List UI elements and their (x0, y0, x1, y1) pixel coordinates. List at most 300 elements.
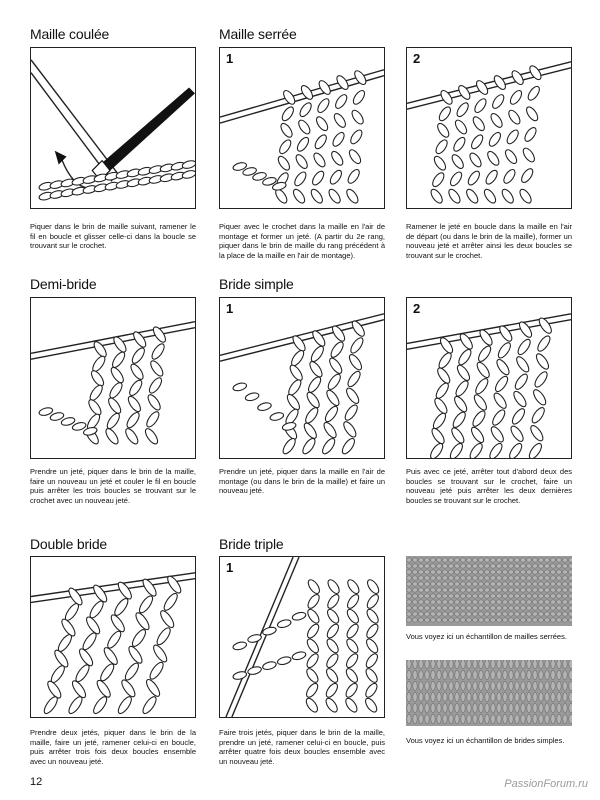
knit-stitch (449, 594, 454, 598)
knit-stitch (521, 670, 525, 679)
knit-stitch (551, 681, 555, 690)
yarn-loop (143, 427, 160, 446)
yarn-loop (332, 112, 348, 129)
knit-stitch (473, 570, 478, 574)
knit-stitch (407, 606, 412, 610)
knit-stitch (497, 582, 502, 586)
knit-stitch (551, 670, 555, 679)
yarn-loop (181, 159, 195, 169)
illustration-bride-triple-1 (219, 556, 385, 718)
knit-stitch (557, 564, 562, 568)
yarn-loop (492, 391, 509, 410)
caption-sample-mailles-serrees: Vous voyez ici un échantillon de mailles serrées. (406, 632, 567, 641)
knit-stitch (467, 600, 472, 604)
knit-stitch (557, 576, 562, 580)
yarn-loop (365, 608, 381, 625)
knit-stitch (551, 558, 556, 562)
knit-stitch (509, 714, 513, 723)
knit-stitch (431, 714, 435, 723)
knit-stitch (455, 703, 459, 712)
yarn-loop (314, 115, 330, 132)
knit-stitch (551, 618, 556, 622)
maille-serree-1-drawing (220, 48, 384, 208)
yarn-loop (123, 661, 141, 682)
knit-stitch (491, 582, 496, 586)
knit-stitch (491, 606, 496, 610)
knit-stitch (485, 570, 490, 574)
knit-stitch (479, 588, 484, 592)
knit-stitch (455, 681, 459, 690)
knit-stitch (509, 576, 514, 580)
knit-stitch (503, 692, 507, 701)
knit-stitch (413, 594, 418, 598)
knit-stitch (569, 564, 572, 568)
page-number: 12 (30, 776, 43, 788)
yarn-loop (288, 363, 305, 382)
yarn-loop (305, 622, 321, 639)
knit-stitch (461, 570, 466, 574)
knit-stitch (515, 558, 520, 562)
yarn-loop (232, 670, 247, 680)
knit-stitch (497, 594, 502, 598)
knit-stitch (521, 558, 526, 562)
knit-stitch (443, 606, 448, 610)
knit-stitch (515, 681, 519, 690)
yarn-loop (471, 115, 487, 132)
yarn-loop (247, 665, 262, 675)
yarn-loop (310, 329, 327, 348)
yarn-loop (508, 89, 524, 106)
knit-stitch (551, 612, 556, 616)
knit-stitch (407, 594, 412, 598)
knit-stitch (473, 594, 478, 598)
knit-stitch (425, 570, 430, 574)
yarn-loop (495, 358, 512, 377)
knit-stitch (443, 558, 448, 562)
yarn-loop (473, 377, 490, 396)
yarn-loop (364, 667, 380, 684)
knit-stitch (563, 692, 567, 701)
knit-stitch (563, 703, 567, 712)
knit-stitch (413, 588, 418, 592)
knit-stitch (413, 714, 417, 723)
knit-stitch (413, 606, 418, 610)
illustration-demi-bride (30, 297, 196, 459)
knit-stitch (527, 670, 531, 679)
knit-stitch (563, 681, 567, 690)
knit-stitch (473, 703, 477, 712)
yarn-loop (326, 593, 342, 610)
knit-stitch (539, 570, 544, 574)
yarn-loop (329, 150, 345, 167)
knit-stitch (461, 703, 465, 712)
knit-stitch (479, 618, 484, 622)
yarn-loop (502, 168, 518, 185)
knit-stitch (461, 692, 465, 701)
knit-stitch (509, 570, 514, 574)
yarn-loop (497, 324, 514, 343)
yarn-loop (148, 660, 166, 681)
sample-brides-simples-texture (406, 660, 572, 726)
yarn-loop (295, 136, 311, 153)
knit-stitch (437, 618, 442, 622)
yarn-loop (328, 168, 344, 185)
knit-stitch (533, 564, 538, 568)
knit-stitch (431, 660, 435, 669)
knit-stitch (437, 570, 442, 574)
yarn-loop (503, 148, 519, 165)
knit-stitch (539, 606, 544, 610)
yarn-loop (435, 122, 451, 139)
knit-stitch (413, 660, 417, 669)
knit-stitch (479, 594, 484, 598)
yarn-loop (365, 622, 381, 639)
knit-stitch (413, 612, 418, 616)
knit-stitch (539, 618, 544, 622)
yarn-loop (466, 169, 482, 186)
knit-stitch (503, 606, 508, 610)
bride-simple-2-drawing (407, 298, 571, 458)
knit-stitch (449, 600, 454, 604)
yarn-loop (346, 168, 362, 185)
knit-stitch (485, 576, 490, 580)
knit-stitch (467, 703, 471, 712)
knit-stitch (449, 618, 454, 622)
yarn-loop (349, 128, 365, 145)
knit-stitch (527, 576, 532, 580)
knit-stitch (551, 660, 555, 669)
yarn-loop (112, 335, 129, 354)
knit-stitch (419, 606, 424, 610)
yarn-loop (141, 577, 159, 598)
knit-stitch (443, 681, 447, 690)
yarn-loop (448, 170, 464, 187)
knit-stitch (431, 570, 436, 574)
knit-stitch (413, 670, 417, 679)
knit-stitch (527, 681, 531, 690)
yarn-loop (469, 425, 486, 444)
yarn-loop (137, 594, 155, 615)
yarn-loop (123, 427, 140, 446)
maille-coulee-drawing (31, 48, 195, 208)
knit-stitch (449, 670, 453, 679)
knit-stitch (431, 588, 436, 592)
knit-stitch (485, 594, 490, 598)
knit-stitch (551, 576, 556, 580)
knit-stitch (461, 681, 465, 690)
knit-stitch (413, 692, 417, 701)
knit-stitch (569, 576, 572, 580)
knit-stitch (491, 618, 496, 622)
knit-stitch (497, 618, 502, 622)
knit-stitch (443, 612, 448, 616)
knit-stitch (491, 612, 496, 616)
yarn-loop (365, 593, 381, 610)
yarn-loop (269, 411, 284, 421)
knit-stitch (563, 594, 568, 598)
knit-stitch (473, 618, 478, 622)
knit-stitch (485, 582, 490, 586)
knit-stitch (431, 612, 436, 616)
knit-stitch (509, 612, 514, 616)
yarn-loop (458, 332, 475, 351)
knit-stitch (491, 600, 496, 604)
knit-stitch (437, 612, 442, 616)
yarn-loop (514, 355, 531, 374)
yarn-loop (496, 341, 513, 360)
yarn-loop (449, 426, 466, 445)
knit-stitch (503, 570, 508, 574)
yarn-loop (181, 169, 195, 179)
yarn-loop (257, 402, 272, 412)
knit-stitch (533, 681, 537, 690)
knit-stitch (503, 600, 508, 604)
knit-stitch (467, 681, 471, 690)
knit-stitch (545, 612, 550, 616)
knit-stitch (527, 582, 532, 586)
yarn-loop (455, 101, 471, 118)
bride-triple-1-drawing (220, 557, 384, 717)
knit-stitch (545, 660, 549, 669)
yarn-loop (102, 646, 120, 667)
knit-stitch (461, 714, 465, 723)
knit-stitch (419, 681, 423, 690)
knit-stitch (491, 692, 495, 701)
knit-stitch (515, 564, 520, 568)
knit-stitch (473, 582, 478, 586)
yarn-loop (512, 389, 529, 408)
yarn-loop (329, 340, 346, 359)
knit-stitch (557, 681, 561, 690)
yarn-loop (333, 93, 349, 110)
yarn-loop (305, 390, 322, 409)
knit-stitch (431, 576, 436, 580)
knit-stitch (569, 692, 572, 701)
knit-stitch (545, 594, 550, 598)
knit-stitch (515, 692, 519, 701)
yarn-loop (438, 336, 455, 355)
yarn-loop (448, 442, 465, 458)
yarn-loop (345, 637, 361, 654)
yarn-loop (341, 420, 358, 439)
knit-stitch (545, 681, 549, 690)
knit-stitch (545, 576, 550, 580)
knit-stitch (473, 588, 478, 592)
yarn-loop (306, 578, 322, 595)
knit-stitch (527, 660, 531, 669)
title-maille-coulee: Maille coulée (30, 26, 110, 42)
knit-stitch (509, 594, 514, 598)
knit-stitch (497, 660, 501, 669)
knit-stitch (443, 594, 448, 598)
knit-stitch (437, 692, 441, 701)
yarn-loop (345, 187, 361, 204)
yarn-loop (326, 578, 342, 595)
yarn-loop (437, 351, 454, 370)
knit-stitch (491, 670, 495, 679)
knit-stitch (515, 600, 520, 604)
yarn-loop (437, 105, 453, 122)
knit-stitch (515, 594, 520, 598)
yarn-loop (303, 406, 320, 425)
knit-stitch (545, 570, 550, 574)
yarn-loop (489, 425, 506, 444)
yarn-loop (280, 105, 296, 122)
knit-stitch (443, 703, 447, 712)
knit-stitch (437, 681, 441, 690)
yarn-loop (344, 667, 360, 684)
yarn-loop (309, 344, 326, 363)
knit-stitch (431, 618, 436, 622)
knit-stitch (443, 670, 447, 679)
knit-stitch (485, 714, 489, 723)
knit-stitch (491, 576, 496, 580)
step-number: 1 (226, 301, 234, 316)
knit-stitch (449, 558, 454, 562)
yarn-loop (364, 652, 380, 669)
knit-stitch (431, 681, 435, 690)
knit-stitch (449, 570, 454, 574)
knit-stitch (521, 618, 526, 622)
knit-stitch (425, 600, 430, 604)
knit-stitch (503, 681, 507, 690)
title-maille-serree: Maille serrée (219, 26, 297, 42)
knit-stitch (503, 660, 507, 669)
knit-stitch (515, 612, 520, 616)
sample-brides-simples (406, 660, 572, 726)
knit-stitch (437, 703, 441, 712)
knit-stitch (413, 582, 418, 586)
yarn-loop (471, 409, 488, 428)
knit-stitch (425, 703, 429, 712)
yarn-loop (531, 388, 548, 407)
yarn-loop (523, 126, 539, 143)
knit-stitch (551, 600, 556, 604)
step-number: 2 (413, 51, 421, 66)
knit-stitch (467, 594, 472, 598)
knit-stitch (515, 588, 520, 592)
knit-stitch (431, 703, 435, 712)
yarn-loop (306, 608, 322, 625)
knit-stitch (455, 618, 460, 622)
maille-serree-2-drawing (407, 48, 571, 208)
knit-stitch (497, 670, 501, 679)
knit-stitch (455, 692, 459, 701)
yarn-loop (350, 319, 367, 338)
yarn-loop (490, 93, 506, 110)
knit-stitch (509, 681, 513, 690)
yarn-loop (346, 578, 362, 595)
knit-stitch (569, 612, 572, 616)
sample-mailles-serrees-texture (406, 556, 572, 626)
knit-stitch (527, 558, 532, 562)
knit-stitch (551, 714, 555, 723)
caption-sample-brides-simples: Vous voyez ici un échantillon de brides simples. (406, 736, 565, 745)
knit-stitch (557, 660, 561, 669)
knit-stitch (461, 564, 466, 568)
knit-stitch (515, 570, 520, 574)
knit-stitch (557, 618, 562, 622)
knit-stitch (479, 606, 484, 610)
yarn-loop (476, 344, 493, 363)
yarn-loop (490, 408, 507, 427)
knit-stitch (425, 606, 430, 610)
knit-stitch (449, 703, 453, 712)
knit-stitch (551, 570, 556, 574)
yarn-loop (281, 89, 297, 106)
yarn-loop (247, 633, 262, 643)
caption-maille-serree-1: Piquer avec le crochet dans la maille en l'air de montage et former un jeté. (A partir du 2e rang, piquer dans le brin de maille du rang précédent à la place de la maille en l'air de montage). (219, 222, 385, 260)
knit-stitch (491, 558, 496, 562)
yarn-loop (165, 574, 183, 595)
yarn-loop (452, 136, 468, 153)
yarn-loop (109, 365, 126, 384)
caption-bride-simple-1: Prendre un jeté, piquer dans la maille en l'air de montage (ou dans le brin de la maille) et faire un nouveau jeté. (219, 467, 385, 496)
knit-stitch (491, 703, 495, 712)
yarn-loop (493, 374, 510, 393)
knit-stitch (527, 606, 532, 610)
knit-stitch (425, 558, 430, 562)
knit-stitch (473, 606, 478, 610)
yarn-loop (304, 696, 320, 713)
knit-stitch (467, 692, 471, 701)
knit-stitch (473, 714, 477, 723)
knit-stitch (497, 576, 502, 580)
yarn-loop (344, 652, 360, 669)
yarn-loop (299, 84, 315, 101)
yarn-loop (429, 187, 445, 204)
yarn-loop (323, 404, 340, 423)
knit-stitch (455, 570, 460, 574)
knit-stitch (467, 660, 471, 669)
yarn-loop (513, 372, 530, 391)
knit-stitch (407, 714, 411, 723)
knit-stitch (497, 606, 502, 610)
knit-stitch (467, 564, 472, 568)
knit-stitch (539, 588, 544, 592)
knit-stitch (491, 594, 496, 598)
knit-stitch (443, 692, 447, 701)
knit-stitch (527, 594, 532, 598)
yarn-loop (474, 79, 490, 96)
knit-stitch (467, 582, 472, 586)
knit-stitch (557, 703, 561, 712)
knit-stitch (479, 703, 483, 712)
double-bride-drawing (31, 557, 195, 717)
yarn-loop (42, 695, 60, 716)
knit-stitch (419, 582, 424, 586)
yarn-loop (530, 406, 547, 425)
yarn-loop (141, 695, 159, 716)
caption-bride-simple-2: Puis avec ce jeté, arrêter tout d'abord deux des boucles se trouvant sur le crochet, faire un nouveau jeté puis arrêter les deux dernières boucles se trouvant sur le crochet. (406, 467, 572, 505)
knit-stitch (467, 570, 472, 574)
yarn-loop (106, 396, 123, 415)
yarn-loop (468, 442, 485, 458)
knit-stitch (509, 670, 513, 679)
knit-stitch (515, 582, 520, 586)
knit-stitch (407, 692, 411, 701)
yarn-loop (469, 133, 485, 150)
knit-stitch (473, 660, 477, 669)
yarn-loop (302, 421, 319, 440)
yarn-loop (345, 622, 361, 639)
yarn-loop (291, 611, 306, 621)
step-number: 1 (226, 560, 234, 575)
knit-stitch (545, 714, 549, 723)
yarn-loop (430, 426, 447, 445)
knit-stitch (455, 576, 460, 580)
yarn-loop (309, 187, 325, 204)
